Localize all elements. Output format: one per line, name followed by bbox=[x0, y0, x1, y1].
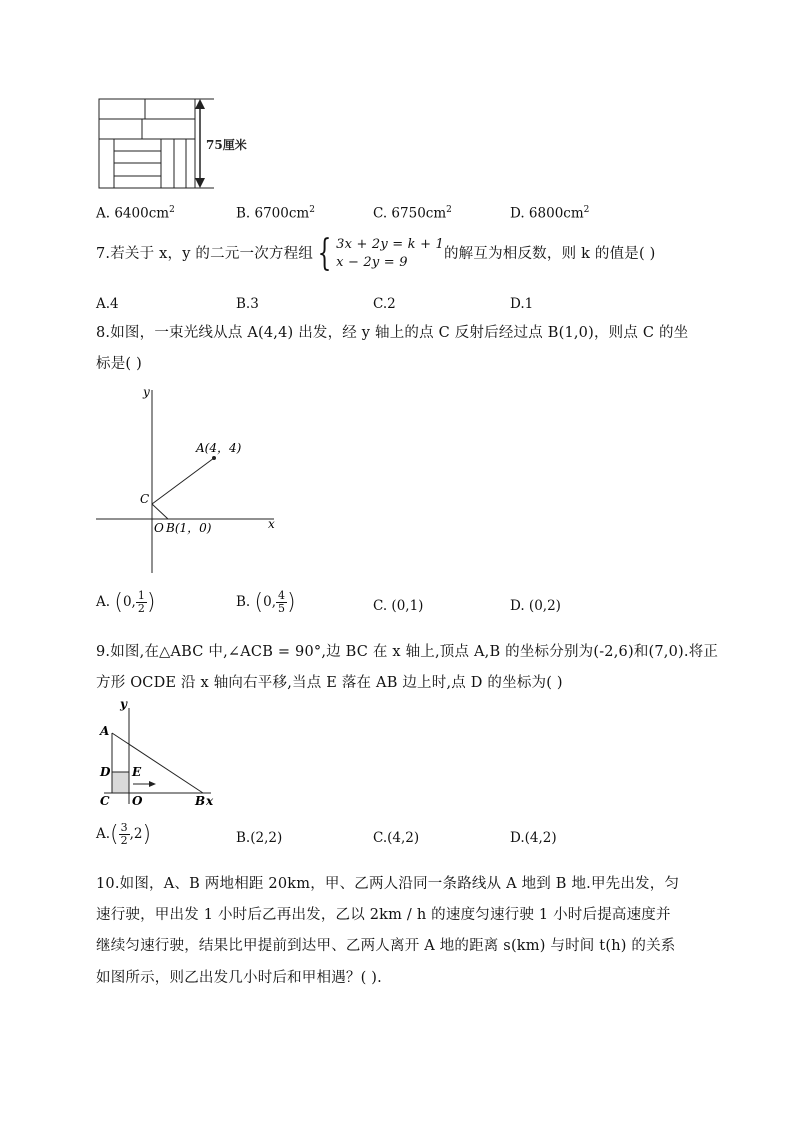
q8-origin-label: O bbox=[154, 521, 164, 535]
q8-option-a: A. (0, $\frac{1}{2}$ ) bbox=[96, 589, 156, 615]
q9-x-label: x bbox=[206, 794, 214, 808]
q6-figure-label: 75厘米 bbox=[206, 138, 247, 152]
q7-eq1: 3x + 2y = k + 1 bbox=[336, 237, 444, 252]
q7-option-d: D.1 bbox=[510, 296, 534, 312]
q8-option-d: D. (0,2) bbox=[510, 598, 561, 614]
q9-option-d: D.(4,2) bbox=[510, 830, 557, 846]
q8-question-line2: 标是( ) bbox=[96, 356, 142, 372]
q8-y-label: y bbox=[143, 385, 150, 399]
q7-option-c: C.2 bbox=[373, 296, 396, 312]
q9-point-e-label: E bbox=[132, 765, 142, 779]
q10-question-line4: 如图所示，则乙出发几小时后和甲相遇？( ). bbox=[96, 970, 382, 986]
q9-question-line2: 方形 OCDE 沿 x 轴向右平移,当点 E 落在 AB 边上时,点 D 的坐标为( ) bbox=[96, 675, 563, 691]
q6-option-a: A. $6400cm^2$ bbox=[96, 205, 175, 222]
q7-question: 7.若关于 x，y 的二元一次方程组 { 3x + 2y = k + 1 x − 2y = 9 的解互为相反数，则 k 的值是( ) bbox=[96, 233, 656, 274]
q6-option-d: D. $6800cm^2$ bbox=[510, 205, 590, 222]
q8-option-b: B. (0, $\frac{4}{5}$ ) bbox=[236, 589, 296, 615]
q9-point-c-label: C bbox=[100, 794, 110, 808]
q9-option-a: A.( $\frac{3}{2}$ ,2) bbox=[96, 821, 152, 847]
q7-option-a: A.4 bbox=[96, 296, 119, 312]
q8-x-label: x bbox=[268, 517, 275, 531]
q6-option-b: B. $6700cm^2$ bbox=[236, 205, 315, 222]
q10-question-line2: 速行驶，甲出发 1 小时后乙再出发，乙以 2km / h 的速度匀速行驶 1 小时后提高速度并 bbox=[96, 907, 671, 923]
q7-option-b: B.3 bbox=[236, 296, 259, 312]
q6-option-c: C. $6750cm^2$ bbox=[373, 205, 452, 222]
q8-figure bbox=[96, 378, 296, 578]
q9-point-b-label: B bbox=[195, 794, 206, 808]
q10-question-line1: 10.如图，A、B 两地相距 20km，甲、乙两人沿同一条路线从 A 地到 B 地.甲先出发，匀 bbox=[96, 876, 680, 892]
q9-figure bbox=[96, 696, 226, 812]
q9-option-b: B.(2,2) bbox=[236, 830, 283, 846]
q10-question-line3: 继续匀速行驶，结果比甲提前到达甲、乙两人离开 A 地的距离 s(km) 与时间 t(h) 的关系 bbox=[96, 938, 676, 954]
q9-option-c: C.(4,2) bbox=[373, 830, 420, 846]
q8-point-c-label: C bbox=[140, 492, 150, 506]
q9-point-a-label: A bbox=[100, 724, 110, 738]
q8-point-b-label: B(1，0) bbox=[166, 521, 212, 535]
q9-point-d-label: D bbox=[100, 765, 111, 779]
q9-y-label: y bbox=[120, 697, 127, 711]
q7-eq2: x − 2y = 9 bbox=[336, 255, 408, 270]
q9-question-line1: 9.如图,在△ABC 中,∠ACB = 90°,边 BC 在 x 轴上,顶点 A,B 的坐标分别为(-2,6)和(7,0).将正 bbox=[96, 644, 719, 660]
q6-rectangle-figure bbox=[96, 96, 256, 192]
q8-point-a-label: A(4，4) bbox=[196, 441, 242, 455]
q8-question-line1: 8.如图，一束光线从点 A(4,4) 出发，经 y 轴上的点 C 反射后经过点 B(1,0)，则点 C 的坐 bbox=[96, 325, 689, 341]
q9-origin-label: O bbox=[132, 794, 143, 808]
q8-option-c: C. (0,1) bbox=[373, 598, 424, 614]
